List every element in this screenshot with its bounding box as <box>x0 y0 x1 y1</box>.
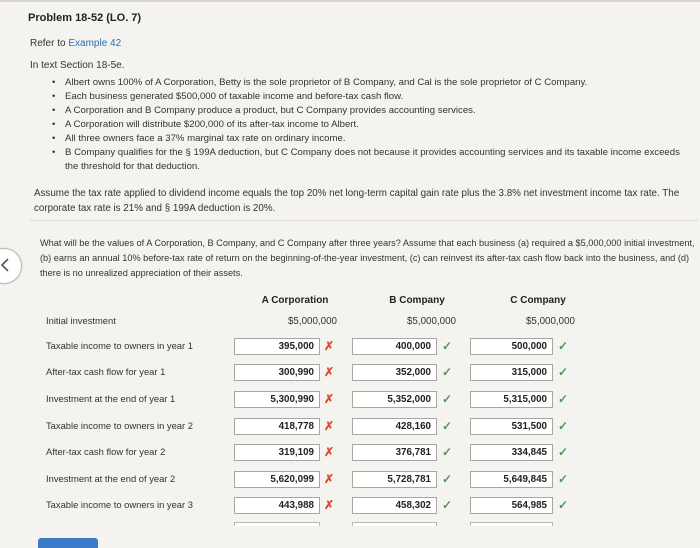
fact-item: • Albert owns 100% of A Corporation, Betty is the sole proprietor of B Company, and Cal is the sole proprietor of C Company. <box>52 76 682 90</box>
answer-field-c[interactable]: 334,845 <box>470 444 553 461</box>
check-mark-icon: ✓ <box>442 339 453 353</box>
x-mark-icon: ✗ <box>324 445 335 459</box>
x-mark-icon: ✗ <box>324 365 335 379</box>
x-mark-icon: ✗ <box>324 498 335 512</box>
answer-field-a[interactable]: 418,778 <box>234 418 320 435</box>
answer-field-b[interactable]: 5,728,781 <box>352 471 437 488</box>
fact-item: • Each business generated $500,000 of taxable income and before-tax cash flow. <box>52 90 682 104</box>
top-border <box>0 0 700 2</box>
answer-field-a[interactable]: 395,000 <box>234 338 320 355</box>
question-text: What will be the values of A Corporation, B Company, and C Company after three years? Assume that each business (a) required a $5,000,000 initial investment, (b) earns an annual 10% before-tax rate of return on the beginning-of-the-year investment, (c) can reinvest its after-tax cash flow back into the business, and (d) there is no unrealized appreciation of their assets. <box>40 238 695 278</box>
facts-list <box>52 76 682 174</box>
row-label: Taxable income to owners in year 1 <box>46 340 193 351</box>
x-mark-icon: ✗ <box>324 392 335 406</box>
answer-field-c[interactable]: 5,315,000 <box>470 391 553 408</box>
answer-field-a[interactable]: 443,988 <box>234 497 320 514</box>
check-mark-icon: ✓ <box>442 392 453 406</box>
answer-field-c[interactable]: 500,000 <box>470 338 553 355</box>
column-header-c: C Company <box>510 295 566 306</box>
problem-title: Problem 18-52 (LO. 7) <box>28 12 142 24</box>
answer-field-b[interactable]: 376,781 <box>352 444 437 461</box>
fact-item: • A Corporation will distribute $200,000 of its after-tax income to Albert. <box>52 118 682 132</box>
answer-field-b[interactable]: 400,000 <box>352 338 437 355</box>
fact-item: • B Company qualifies for the § 199A deduction, but C Company does not because it provides accounting services and its taxable income exceeds the threshold for that deduction. <box>52 146 682 174</box>
row-label-initial: Initial investment <box>46 315 116 326</box>
answer-field-c[interactable]: 5,649,845 <box>470 471 553 488</box>
initial-value-c: $5,000,000 <box>525 316 575 327</box>
answer-field-a[interactable]: 300,990 <box>234 364 320 381</box>
initial-value-a: $5,000,000 <box>287 316 337 327</box>
x-mark-icon: ✗ <box>324 339 335 353</box>
fact-item: • All three owners face a 37% marginal tax rate on ordinary income. <box>52 132 682 146</box>
row-label: Taxable income to owners in year 3 <box>46 499 193 510</box>
row-label: Taxable income to owners in year 2 <box>46 420 193 431</box>
assumption-text: Assume the tax rate applied to dividend income equals the top 20% net long-term capital gain rate plus the 3.8% net investment income tax rate. The corporate tax rate is 21% and § 199A deduction is 20%. <box>34 188 680 214</box>
x-mark-icon: ✗ <box>324 419 335 433</box>
check-mark-icon: ✓ <box>442 445 453 459</box>
answer-field-b[interactable]: 458,302 <box>352 497 437 514</box>
answer-field-a[interactable]: 319,109 <box>234 444 320 461</box>
answer-field-b[interactable] <box>352 522 437 526</box>
x-mark-icon: ✗ <box>324 472 335 486</box>
check-mark-icon: ✓ <box>558 339 569 353</box>
answer-field-c[interactable]: 531,500 <box>470 418 553 435</box>
answer-field-a[interactable] <box>234 522 320 526</box>
previous-button[interactable] <box>0 248 22 284</box>
check-mark-icon: ✓ <box>442 365 453 379</box>
in-text-reference: In text Section 18-5e. <box>30 60 125 71</box>
row-label: Investment at the end of year 2 <box>46 473 176 484</box>
answer-field-a[interactable]: 5,620,099 <box>234 471 320 488</box>
answer-field-c[interactable]: 564,985 <box>470 497 553 514</box>
check-mark-icon: ✓ <box>558 392 569 406</box>
check-mark-icon: ✓ <box>558 365 569 379</box>
column-header-a: A Corporation <box>261 295 329 306</box>
initial-value-b: $5,000,000 <box>406 316 456 327</box>
check-mark-icon: ✓ <box>442 498 453 512</box>
answer-field-a[interactable]: 5,300,990 <box>234 391 320 408</box>
refer-prefix: Refer to <box>30 38 69 49</box>
row-label: Investment at the end of year 1 <box>46 393 176 404</box>
refer-line <box>30 38 121 49</box>
section-divider <box>30 220 698 221</box>
check-mark-icon: ✓ <box>558 445 569 459</box>
answer-field-c[interactable] <box>470 522 553 526</box>
answer-field-b[interactable]: 352,000 <box>352 364 437 381</box>
check-mark-icon: ✓ <box>558 498 569 512</box>
column-header-b: B Company <box>389 295 445 306</box>
check-mark-icon: ✓ <box>558 419 569 433</box>
check-mark-icon: ✓ <box>558 472 569 486</box>
row-label: After-tax cash flow for year 2 <box>46 446 166 457</box>
check-mark-icon: ✓ <box>442 419 453 433</box>
check-answer-button[interactable] <box>38 538 98 548</box>
answer-field-b[interactable]: 428,160 <box>352 418 437 435</box>
fact-item: • A Corporation and B Company produce a product, but C Company provides accounting services. <box>52 104 682 118</box>
answer-field-c[interactable]: 315,000 <box>470 364 553 381</box>
answer-field-b[interactable]: 5,352,000 <box>352 391 437 408</box>
chevron-left-icon <box>1 258 9 272</box>
check-mark-icon: ✓ <box>442 472 453 486</box>
example-link[interactable]: Example 42 <box>68 38 122 49</box>
row-label: After-tax cash flow for year 1 <box>46 366 166 377</box>
